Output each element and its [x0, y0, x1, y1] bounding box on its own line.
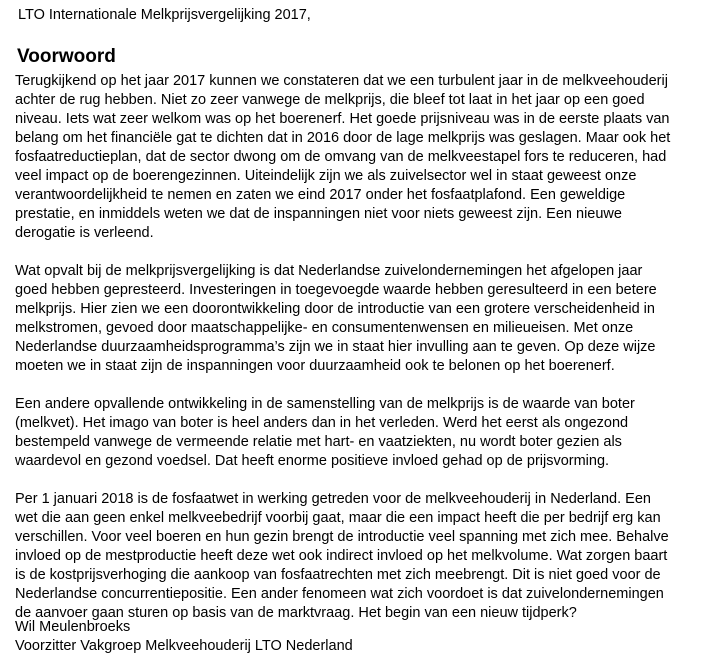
text-line: melkprijs. Hier zien we een doorontwikkeling door de introductie van een grotere verscheidenheid in [15, 301, 655, 317]
text-line: verschillen. Voor veel boeren en hun gezin brengt de introductie veel spanning met zich mee. Behalve [15, 529, 669, 545]
text-line: Een andere opvallende ontwikkeling in de samenstelling van de melkprijs is de waarde van boter [15, 396, 635, 412]
text-line: niveau. Iets wat zeer welkom was op het boerenerf. Het goede prijsniveau was in de eerste plaats van [15, 111, 670, 127]
text-line: invloed op de mestproductie heeft deze wet ook indirect invloed op het melkvolume. Wat zorgen baart [15, 548, 668, 564]
text-line: Nederlandse duurzaamheidsprogramma’s zijn we in staat hier invulling aan te geven. Op deze wijze [15, 339, 656, 355]
paragraph-3 [15, 395, 715, 471]
document-header: LTO Internationale Melkprijsvergelijking 2017, [18, 7, 311, 23]
signature-name: Wil Meulenbroeks [15, 619, 131, 635]
text-line: Nederlandse concurrentiepositie. Een ander fenomeen wat zich voordoet is dat zuivelondernemingen [15, 586, 664, 602]
text-line: prestatie, en inmiddels weten we dat de inspanningen niet voor niets geweest zijn. Een nieuwe [15, 206, 622, 222]
text-line: achter de rug hebben. Niet zo zeer vanwege de melkprijs, die bleef tot laat in het jaar op een goed [15, 92, 645, 108]
signature-block [15, 618, 353, 656]
text-line: (melkvet). Het imago van boter is heel anders dan in het verleden. Werd het eerst als ongezond [15, 415, 629, 431]
text-line: de aanvoer gaan sturen op basis van de marktvraag. Het begin van een nieuw tijdperk? [15, 605, 577, 621]
text-line: fosfaatreductieplan, dat de sector dwong om de omvang van de melkveestapel fors te reduceren, had [15, 149, 667, 165]
text-line: Wat opvalt bij de melkprijsvergelijking is dat Nederlandse zuivelondernemingen het afgelopen jaar [15, 263, 643, 279]
text-line: wet die aan geen enkel melkveebedrijf voorbij gaat, maar die een impact heeft die per bedrijf erg kan [15, 510, 661, 526]
paragraph-1 [15, 72, 715, 243]
text-line: moeten we in staat zijn de inspanningen voor duurzaamheid ook te belonen op het boerenerf. [15, 358, 615, 374]
text-line: goed hebben gepresteerd. Investeringen in toegevoegde waarde hebben geresulteerd in een betere [15, 282, 657, 298]
text-line: is de kostprijsverhoging die aankoop van fosfaatrechten met zich meebrengt. Dit is niet goed voor de [15, 567, 661, 583]
text-line: Terugkijkend op het jaar 2017 kunnen we constateren dat we een turbulent jaar in de melkveehouderij [15, 73, 668, 89]
paragraph-2 [15, 262, 715, 376]
paragraph-4 [15, 490, 715, 623]
body-text [15, 72, 715, 642]
text-line: waardevol en gezond voedsel. Dat heeft enorme positieve invloed gehad op de prijsvorming. [15, 453, 610, 469]
text-line: bestempeld vanwege de vermeende relatie met hart- en vaatziekten, nu wordt boter gezien als [15, 434, 622, 450]
text-line: derogatie is verleend. [15, 225, 154, 241]
text-line: melkstromen, gevoed door maatschappelijke- en consumentenwensen en milieueisen. Met onze [15, 320, 634, 336]
text-line: verantwoordelijkheid te nemen en zaten we eind 2017 onder het fosfaatplafond. Een geweldige [15, 187, 626, 203]
text-line: Per 1 januari 2018 is de fosfaatwet in werking getreden voor de melkveehouderij in Nederland. Een [15, 491, 651, 507]
text-line: veel impact op de boerengezinnen. Uiteindelijk zijn we als zuivelsector wel in staat geweest onze [15, 168, 637, 184]
signature-role: Voorzitter Vakgroep Melkveehouderij LTO Nederland [15, 638, 353, 654]
text-line: belang om het financiële gat te dichten dat in 2016 door de lage melkprijs was geslagen. Maar ook het [15, 130, 671, 146]
page-title: Voorwoord [17, 46, 116, 67]
